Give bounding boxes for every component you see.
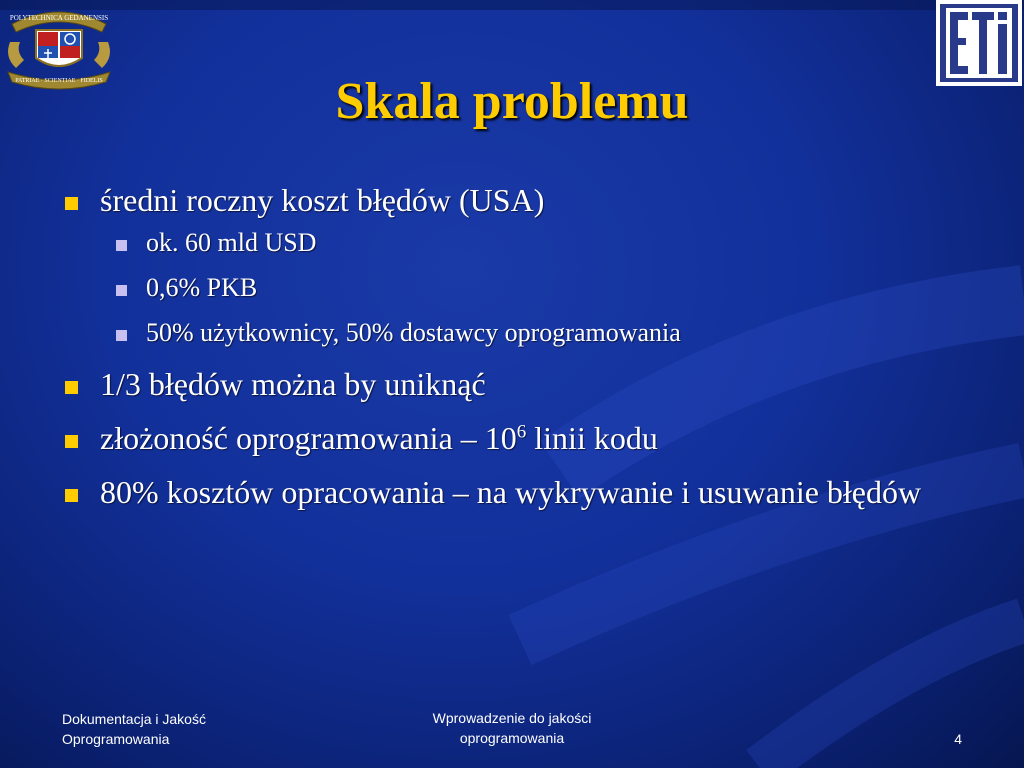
- bullet-list: [62, 182, 982, 520]
- svg-text:POLYTECHNICA GEDANENSIS: POLYTECHNICA GEDANENSIS: [9, 14, 109, 22]
- bullet-square-icon: [65, 489, 78, 502]
- bullet-square-icon: [116, 240, 127, 251]
- bullet-square-icon: [116, 285, 127, 296]
- bullet-item-level1: [62, 420, 982, 456]
- footer-course-name: [62, 709, 322, 749]
- bullet-square-icon: [116, 330, 127, 341]
- bullet-item-level2: [62, 318, 982, 348]
- bullet-item-level2: [62, 228, 982, 258]
- bullet-square-icon: [65, 197, 78, 210]
- bullet-text: 1/3 błędów można by uniknąć: [100, 366, 486, 402]
- bullet-item-level2: [62, 273, 982, 303]
- bullet-text-after: linii kodu: [526, 420, 658, 456]
- footer-center-line1: Wprowadzenie do jakości: [432, 710, 592, 726]
- bullet-text: ok. 60 mld USD: [146, 228, 317, 257]
- svg-text:PATRIAE · SCIENTIAE · FIDELIS: PATRIAE · SCIENTIAE · FIDELIS: [15, 78, 103, 84]
- bullet-superscript: 6: [516, 421, 527, 443]
- bullet-text: średni roczny koszt błędów (USA): [100, 182, 545, 218]
- bullet-text: 80% kosztów opracowania – na wykrywanie i usuwanie błędów: [100, 474, 922, 510]
- bullet-item-level1: [62, 474, 982, 510]
- bullet-text: 50% użytkownicy, 50% dostawcy oprogramowania: [146, 318, 681, 347]
- bullet-text-before: złożoność oprogramowania – 10: [100, 420, 517, 456]
- bullet-item-level1: [62, 366, 982, 402]
- footer-lecture-title: [372, 708, 652, 748]
- footer-left-line1: Dokumentacja i Jakość: [62, 711, 206, 727]
- slide-title: Skala problemu: [335, 73, 689, 130]
- footer-page-number: 4: [954, 731, 962, 747]
- bullet-square-icon: [65, 381, 78, 394]
- footer-center-line2: oprogramowania: [459, 730, 565, 746]
- footer-left-line2: Oprogramowania: [62, 731, 170, 747]
- bullet-text: 0,6% PKB: [146, 273, 258, 302]
- bullet-square-icon: [65, 435, 78, 448]
- bullet-item-level1: [62, 182, 982, 218]
